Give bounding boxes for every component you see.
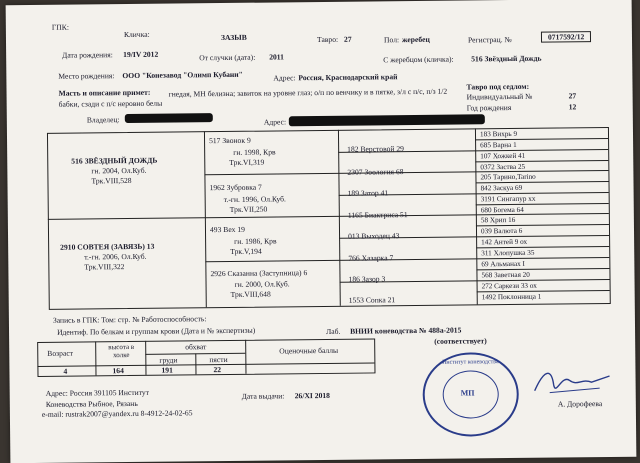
gen3-1: 2307 Зоология 68 [347,167,404,177]
reg-label: Регистрац. № [467,34,512,45]
cannon-value: 22 [213,365,222,375]
gen4-3: 0372 Заства 25 [480,162,526,172]
lab-value: ВНИИ коневодства № 488а-2015 [350,325,462,336]
gen4-0: 183 Вихрь 9 [479,129,518,139]
gen4-7: 680 Богема 64 [480,205,524,215]
reg-number: 0717592/12 [541,31,591,43]
age-value: 4 [63,366,68,376]
gen2-1-line1: т.-гн. 1996, Ол.Куб. [223,194,286,205]
height-value: 164 [112,366,124,376]
sex-label: Пол: [383,35,400,45]
email-line: e-mail: rustrak2007@yandex.ru 8-4912-24-02-65 [41,408,193,419]
mating-date: 2011 [269,52,285,62]
age-header: Возраст [47,348,74,358]
gen2-2-line2: Трк.V,194 [230,246,262,256]
brand-label: Тавро: [316,34,339,45]
height-header: высота в холке [108,342,135,360]
gen2-3-line1: гн. 2000, Ол.Куб. [234,279,290,289]
color-text-2: бабки, сзади с п/с неровно белы [58,98,163,109]
gpk-label: ГПК: [51,22,69,32]
dam-line2: Трк.VIII,322 [84,262,125,272]
chest-value: 191 [161,365,173,375]
gen3-3: 1165 Биактриса 51 [347,210,408,220]
birthplace-value: ООО "Конезавод "Олимп Кубани" [122,69,243,81]
gen2-0-name: 517 Звонок 9 [209,135,251,146]
scores-header: Оценочные баллы [279,345,339,356]
issue-label: Дата выдачи: [241,391,285,401]
gen3-2: 189 Затор 41 [347,188,389,198]
birth-date: 19/IV 2012 [123,49,159,60]
lab-label: Лаб. [326,326,341,336]
birth-label: Дата рождения: [62,50,113,60]
gen2-0-line2: Трк.VI,319 [229,157,265,167]
gen2-2-line1: гн. 1986, Крв [234,236,277,246]
pedigree-certificate [6,0,637,463]
gen4-11: 311 Хлопушка 35 [481,248,535,258]
signature [529,364,619,401]
year-label: Год рождения [466,103,512,113]
individual-label: Индивидуальный № [466,91,533,102]
gen2-3-name: 2926 Сказанна (Заступница) 6 [210,268,308,279]
dam-line1: т.-гн. 2006, Ол.Куб. [84,251,147,262]
individual-number: 27 [568,91,577,101]
gen4-2: 107 Хожкей 41 [480,151,526,161]
nickname-label: Кличка: [123,29,150,40]
chest-header: груди [159,355,178,365]
signer-name: А. Дорофеева [557,399,603,409]
lab-note: (соответствует) [434,336,487,346]
gen4-6: 3191 Сингапур хх [480,194,536,204]
gpk-entry: Запись в ГПК: Том: стр. № Работоспособность: [52,314,207,325]
gen4-14: 272 Саркези 33 ох [481,281,537,291]
with-stallion-label: С жеребцом (кличка): [383,54,454,65]
owner-address-label: Адрес: [263,117,287,127]
brand-value: 27 [343,34,352,44]
birthplace-label: Место рождения: [58,71,115,81]
color-text: гнедая, МН белизна; завиток на уровне глаз; о/п по венчику и в пятке, з/л с п/с, п/з 1/2 [168,86,448,99]
gen4-12: 69 Альманах I [481,259,525,269]
identification: Идентиф. По белкам и группам крови (Дата и № экспертизы) [56,325,256,337]
gen2-1-name: 1962 Зубровка 7 [209,182,262,193]
sire-line2: Трк.VIII,528 [91,175,132,186]
with-stallion-value: 516 Звёздный Дождь [471,53,542,64]
year-value: 12 [568,102,577,112]
gen4-8: 58 Хрип 16 [480,215,516,225]
gen3-4: 013 Выходец 43 [348,231,400,241]
gen2-1-line2: Трк.VII,250 [229,204,268,214]
gen4-1: 685 Варна 1 [480,140,517,150]
address-label: Адрес: [273,73,296,83]
address-line-1: Адрес: Россия 391105 Институт [45,387,150,398]
gen2-2-name: 493 Вех 19 [209,224,245,235]
gen4-4: 205 Тарино,Tarino [480,172,536,182]
brand-burn-label: Тавро под седлом: [466,81,530,92]
address-line-2: Коневодства Рыбное, Рязань [45,398,138,409]
gen4-10: 142 Антей 9 ох [481,237,528,247]
gen3-5: 766 Хазарка 7 [348,253,394,263]
gen2-3-line2: Трк.VIII,648 [230,289,271,299]
gen3-6: 186 Зазор 3 [348,274,386,284]
address-value: Россия, Краснодарский край [298,72,398,83]
gen4-5: 842 Заскуа 69 [480,183,523,193]
gen4-15: 1492 Поклонница 1 [481,292,542,302]
sire-name: 516 ЗВЁЗДНЫЙ ДОЖДЬ [71,155,158,166]
nickname-value: ЗАЗЫВ [220,32,247,43]
issue-date: 26/XI 2018 [294,390,331,401]
mating-label: От случки (дата): [199,52,256,63]
gen2-0-line1: гн. 1998, Крв [233,147,276,157]
gen4-9: 039 Валюта 6 [480,226,523,236]
gen4-13: 568 Заветная 20 [481,270,530,280]
sex-value: жеребец [401,34,430,45]
owner-label: Владелец: [86,115,120,125]
cannon-header: пясти [209,354,228,365]
sire-line1: гн. 2004, Ол.Куб. [91,165,147,176]
gen3-7: 1553 Сопка 21 [348,295,396,305]
stamp-text: МП [460,388,475,398]
owner-address-redaction [289,114,485,126]
color-label: Масть и описание примет: [58,87,151,98]
owner-redaction [125,113,213,123]
dam-name: 2910 СОВТЕЯ (ЗАВЯЗЬ) 13 [60,241,155,252]
official-stamp [422,352,519,437]
stamp-ring-text: Институт коневодства [442,359,499,366]
gen3-0: 182 Верстовой 29 [347,144,404,154]
girth-header: обхват [185,342,207,352]
